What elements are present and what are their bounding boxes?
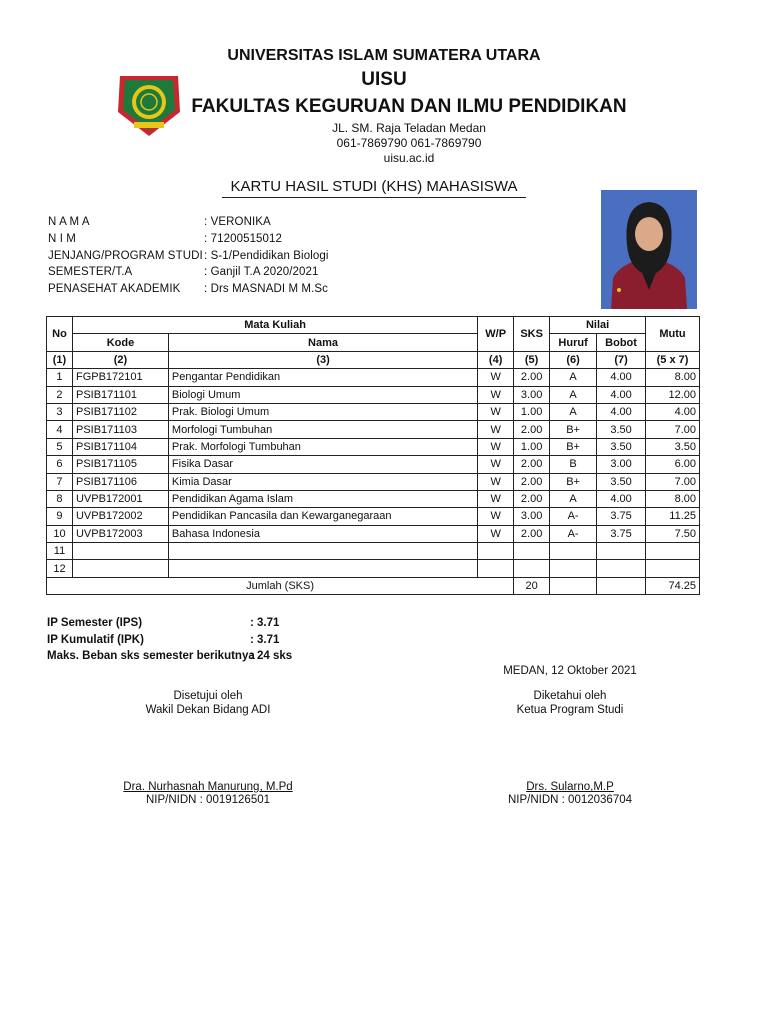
cell-wp: W (478, 490, 514, 507)
column-index-row (47, 351, 700, 368)
column-index: (5 x 7) (646, 351, 700, 368)
total-mutu: 74.25 (646, 577, 700, 594)
cell-wp (478, 560, 514, 577)
cell-kode: UVPB172002 (72, 508, 168, 525)
cell-mutu: 4.00 (646, 403, 700, 420)
header-nilai: Nilai (550, 317, 646, 334)
cell-kode (72, 543, 168, 560)
header-bobot: Bobot (597, 334, 646, 351)
student-photo (601, 190, 697, 309)
cell-nama: Pengantar Pendidikan (168, 369, 477, 386)
cell-no: 12 (47, 560, 73, 577)
column-index: (4) (478, 351, 514, 368)
column-index: (5) (514, 351, 550, 368)
table-row (47, 543, 700, 560)
cell-no: 1 (47, 369, 73, 386)
header-kode: Kode (72, 334, 168, 351)
sign-left-line2: Wakil Dekan Bidang ADI (145, 704, 271, 716)
table-row (47, 508, 700, 525)
cell-no: 9 (47, 508, 73, 525)
header-wp: W/P (478, 317, 514, 352)
cell-nama: Fisika Dasar (168, 456, 477, 473)
cell-no: 4 (47, 421, 73, 438)
cell-wp: W (478, 456, 514, 473)
cell-sks: 2.00 (514, 369, 550, 386)
summary-label: Maks. Beban sks semester berikutnya (47, 650, 255, 662)
cell-sks: 2.00 (514, 421, 550, 438)
cell-kode (72, 560, 168, 577)
cell-kode: PSIB171105 (72, 456, 168, 473)
cell-nama: Biologi Umum (168, 386, 477, 403)
total-sks: 20 (514, 577, 550, 594)
info-value: : Ganjil T.A 2020/2021 (204, 266, 319, 279)
website: uisu.ac.id (383, 151, 435, 165)
cell-huruf: B+ (550, 438, 597, 455)
cell-mutu: 7.00 (646, 421, 700, 438)
gpa-summary (47, 617, 293, 667)
info-label: N I M (48, 232, 76, 245)
cell-no: 7 (47, 473, 73, 490)
faculty-name: FAKULTAS KEGURUAN DAN ILMU PENDIDIKAN (191, 96, 627, 117)
column-index: (7) (597, 351, 646, 368)
cell-mutu (646, 543, 700, 560)
total-empty (550, 577, 597, 594)
cell-no: 10 (47, 525, 73, 542)
column-index: (1) (47, 351, 73, 368)
cell-kode: PSIB171103 (72, 421, 168, 438)
cell-sks: 2.00 (514, 525, 550, 542)
cell-kode: PSIB171104 (72, 438, 168, 455)
cell-mutu: 3.50 (646, 438, 700, 455)
cell-wp: W (478, 421, 514, 438)
cell-nama: Bahasa Indonesia (168, 525, 477, 542)
grades-table (46, 316, 700, 595)
info-value: : 71200515012 (204, 232, 283, 245)
total-empty (597, 577, 646, 594)
header-mutu: Mutu (646, 317, 700, 352)
summary-value: : 24 sks (250, 650, 293, 662)
cell-no: 3 (47, 403, 73, 420)
summary-label: IP Kumulatif (IPK) (47, 633, 144, 646)
cell-mutu: 6.00 (646, 456, 700, 473)
cell-mutu: 12.00 (646, 386, 700, 403)
cell-kode: PSIB171102 (72, 403, 168, 420)
header-sks: SKS (514, 317, 550, 352)
cell-huruf: A (550, 490, 597, 507)
info-label: JENJANG/PROGRAM STUDI (48, 249, 203, 262)
cell-nama (168, 560, 477, 577)
cell-bobot (597, 543, 646, 560)
sign-right-name: Drs. Sularno,M.P (526, 781, 614, 793)
column-index: (2) (72, 351, 168, 368)
cell-sks: 3.00 (514, 386, 550, 403)
cell-bobot: 3.50 (597, 473, 646, 490)
table-row (47, 438, 700, 455)
university-name: UNIVERSITAS ISLAM SUMATERA UTARA (227, 47, 541, 64)
cell-nama: Kimia Dasar (168, 473, 477, 490)
cell-nama: Prak. Morfologi Tumbuhan (168, 438, 477, 455)
info-label: N A M A (48, 216, 90, 228)
sign-left-name: Dra. Nurhasnah Manurung, M.Pd (123, 781, 293, 793)
cell-sks: 1.00 (514, 403, 550, 420)
cell-nama: Prak. Biologi Umum (168, 403, 477, 420)
cell-sks (514, 543, 550, 560)
cell-huruf: B+ (550, 473, 597, 490)
table-row (47, 473, 700, 490)
header-mata-kuliah: Mata Kuliah (72, 317, 477, 334)
cell-huruf: A (550, 403, 597, 420)
cell-kode: PSIB171106 (72, 473, 168, 490)
total-row (47, 577, 700, 594)
cell-nama (168, 543, 477, 560)
info-value: : Drs MASNADI M M.Sc (204, 283, 329, 296)
cell-bobot: 3.00 (597, 456, 646, 473)
cell-huruf: B+ (550, 421, 597, 438)
cell-mutu: 8.00 (646, 490, 700, 507)
cell-kode: FGPB172101 (72, 369, 168, 386)
cell-huruf (550, 543, 597, 560)
table-row (47, 560, 700, 577)
cell-huruf: A (550, 369, 597, 386)
cell-bobot: 3.50 (597, 421, 646, 438)
header-huruf: Huruf (550, 334, 597, 351)
cell-mutu: 7.50 (646, 525, 700, 542)
cell-no: 6 (47, 456, 73, 473)
university-short-name: UISU (361, 69, 407, 90)
cell-sks: 2.00 (514, 490, 550, 507)
total-label: Jumlah (SKS) (47, 577, 514, 594)
cell-wp: W (478, 525, 514, 542)
info-value: : VERONIKA (204, 216, 271, 228)
cell-wp: W (478, 403, 514, 420)
cell-wp: W (478, 438, 514, 455)
cell-huruf (550, 560, 597, 577)
cell-mutu: 8.00 (646, 369, 700, 386)
summary-label: IP Semester (IPS) (47, 617, 143, 629)
cell-huruf: A (550, 386, 597, 403)
cell-mutu: 11.25 (646, 508, 700, 525)
info-label: SEMESTER/T.A (48, 266, 133, 279)
cell-no: 2 (47, 386, 73, 403)
info-label: PENASEHAT AKADEMIK (48, 283, 181, 296)
cell-no: 11 (47, 543, 73, 560)
cell-bobot: 3.75 (597, 525, 646, 542)
table-row (47, 490, 700, 507)
cell-bobot: 3.75 (597, 508, 646, 525)
sign-right-line1: Diketahui oleh (533, 690, 607, 702)
cell-nama: Morfologi Tumbuhan (168, 421, 477, 438)
sign-left-line1: Disetujui oleh (173, 690, 243, 702)
table-row (47, 456, 700, 473)
document-title: KARTU HASIL STUDI (KHS) MAHASISWA (222, 178, 526, 198)
summary-value: : 3.71 (250, 633, 280, 646)
cell-huruf: A- (550, 508, 597, 525)
cell-wp: W (478, 508, 514, 525)
cell-wp (478, 543, 514, 560)
cell-no: 8 (47, 490, 73, 507)
phone: 061-7869790 061-7869790 (336, 136, 482, 150)
cell-bobot: 3.50 (597, 438, 646, 455)
summary-ips (47, 617, 280, 634)
table-row (47, 403, 700, 420)
cell-mutu (646, 560, 700, 577)
info-value: : S-1/Pendidikan Biologi (204, 249, 329, 262)
cell-kode: PSIB171101 (72, 386, 168, 403)
cell-no: 5 (47, 438, 73, 455)
cell-bobot: 4.00 (597, 386, 646, 403)
header-nama: Nama (168, 334, 477, 351)
address: JL. SM. Raja Teladan Medan (332, 121, 486, 135)
cell-kode: UVPB172001 (72, 490, 168, 507)
cell-bobot: 4.00 (597, 369, 646, 386)
cell-huruf: B (550, 456, 597, 473)
table-row (47, 386, 700, 403)
place-date: MEDAN, 12 Oktober 2021 (503, 665, 637, 677)
cell-bobot: 4.00 (597, 490, 646, 507)
cell-sks: 1.00 (514, 438, 550, 455)
sign-right-line2: Ketua Program Studi (516, 704, 624, 716)
cell-nama: Pendidikan Pancasila dan Kewarganegaraan (168, 508, 477, 525)
header-no: No (47, 317, 73, 352)
cell-wp: W (478, 473, 514, 490)
cell-sks (514, 560, 550, 577)
cell-sks: 2.00 (514, 473, 550, 490)
column-index: (6) (550, 351, 597, 368)
table-row (47, 369, 700, 386)
sign-left-nip: NIP/NIDN : 0019126501 (145, 794, 271, 806)
summary-ipk (47, 633, 280, 651)
cell-nama: Pendidikan Agama Islam (168, 490, 477, 507)
cell-kode: UVPB172003 (72, 525, 168, 542)
summary-max-load (47, 650, 293, 667)
cell-sks: 3.00 (514, 508, 550, 525)
cell-wp: W (478, 369, 514, 386)
cell-sks: 2.00 (514, 456, 550, 473)
sign-right-nip: NIP/NIDN : 0012036704 (507, 794, 633, 806)
cell-mutu: 7.00 (646, 473, 700, 490)
column-index: (3) (168, 351, 477, 368)
cell-bobot (597, 560, 646, 577)
cell-bobot: 4.00 (597, 403, 646, 420)
summary-value: : 3.71 (250, 617, 280, 629)
cell-wp: W (478, 386, 514, 403)
cell-huruf: A- (550, 525, 597, 542)
table-row (47, 421, 700, 438)
table-row (47, 525, 700, 542)
